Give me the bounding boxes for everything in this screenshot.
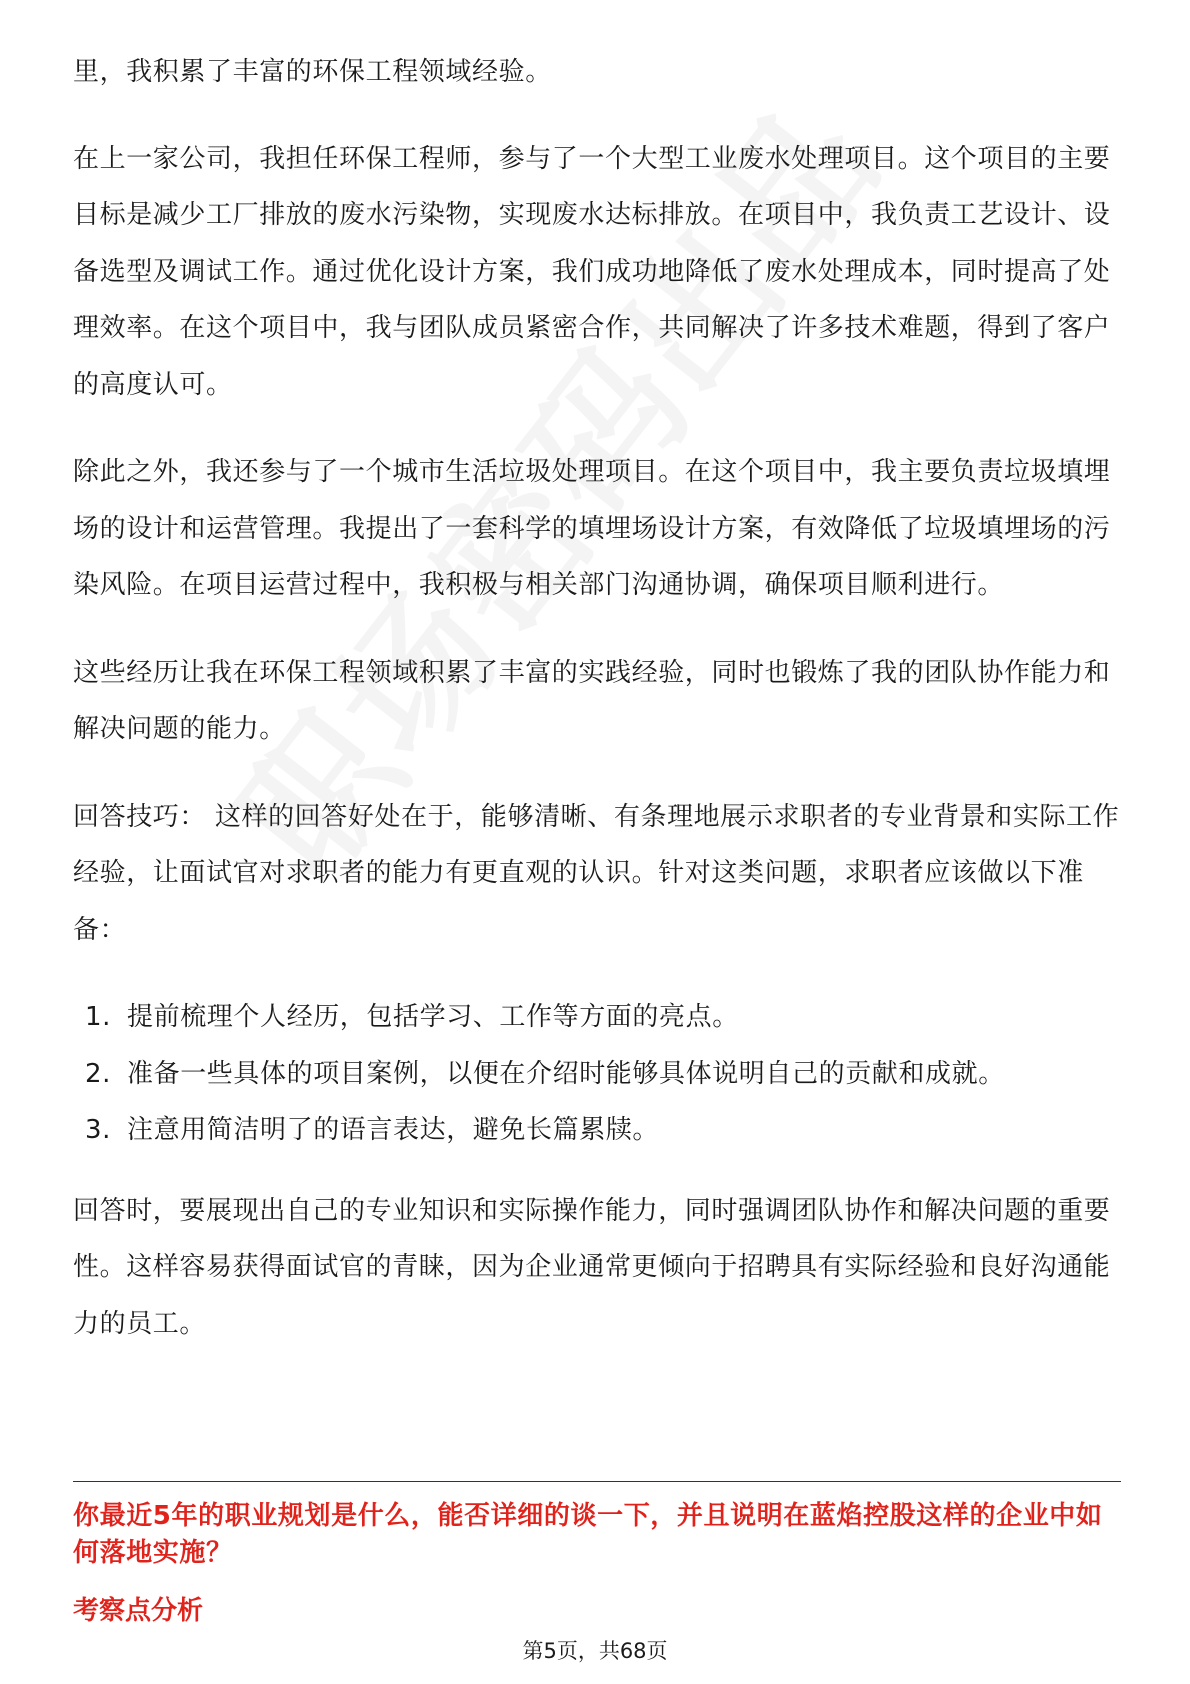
- paragraph-experience-summary: 这些经历让我在环保工程领域积累了丰富的实践经验，同时也锻炼了我的团队协作能力和解决问题的能力。: [73, 657, 1111, 744]
- paragraph-landfill-project: 除此之外，我还参与了一个城市生活垃圾处理项目。在这个项目中，我主要负责垃圾填埋场的设计和运营管理。我提出了一套科学的填埋场设计方案，有效降低了垃圾填埋场的污染风险。在项目运营过程中，我积极与相关部门沟通协调，确保项目顺利进行。: [73, 457, 1111, 600]
- list-item-number: 2.: [85, 1058, 112, 1089]
- paragraph-closing: 回答时，要展现出自己的专业知识和实际操作能力，同时强调团队协作和解决问题的重要性。这样容易获得面试官的青睐，因为企业通常更倾向于招聘具有实际经验和良好沟通能力的员工。: [73, 1195, 1111, 1339]
- paragraph-answer-tips: 回答技巧： 这样的回答好处在于，能够清晰、有条理地展示求职者的专业背景和实际工作经验，让面试官对求职者的能力有更直观的认识。针对这类问题，求职者应该做以下准备：: [73, 801, 1120, 945]
- paragraph-intro-end: 里，我积累了丰富的环保工程领域经验。: [73, 57, 552, 87]
- list-item-text: 注意用简洁明了的语言表达，避免长篇累牍。: [127, 1115, 660, 1145]
- section-divider: [73, 1481, 1121, 1482]
- list-item-number: 1.: [85, 1002, 112, 1032]
- tips-list: [73, 989, 1121, 1159]
- document-body: [73, 44, 1121, 1383]
- analysis-heading: 考察点分析: [73, 1596, 204, 1626]
- list-item: [73, 1046, 1121, 1103]
- page-footer: 第5页，共68页: [522, 1639, 668, 1663]
- list-item-text: 提前梳理个人经历，包括学习、工作等方面的亮点。: [127, 1002, 739, 1032]
- list-item: [73, 1102, 1121, 1159]
- paragraph-wastewater-project: 在上一家公司，我担任环保工程师，参与了一个大型工业废水处理项目。这个项目的主要目标是减少工厂排放的废水污染物，实现废水达标排放。在项目中，我负责工艺设计、设备选型及调试工作。通过优化设计方案，我们成功地降低了废水处理成本，同时提高了处理效率。在这个项目中，我与团队成员紧密合作，共同解决了许多技术难题，得到了客户的高度认可。: [73, 143, 1111, 400]
- next-question-heading: 你最近5年的职业规划是什么，能否详细的谈一下，并且说明在蓝焰控股这样的企业中如何落地实施？: [73, 1501, 1103, 1568]
- list-item-text: 准备一些具体的项目案例，以便在介绍时能够具体说明自己的贡献和成就。: [127, 1058, 1005, 1089]
- list-item-number: 3.: [85, 1115, 112, 1145]
- list-item: [73, 989, 1121, 1046]
